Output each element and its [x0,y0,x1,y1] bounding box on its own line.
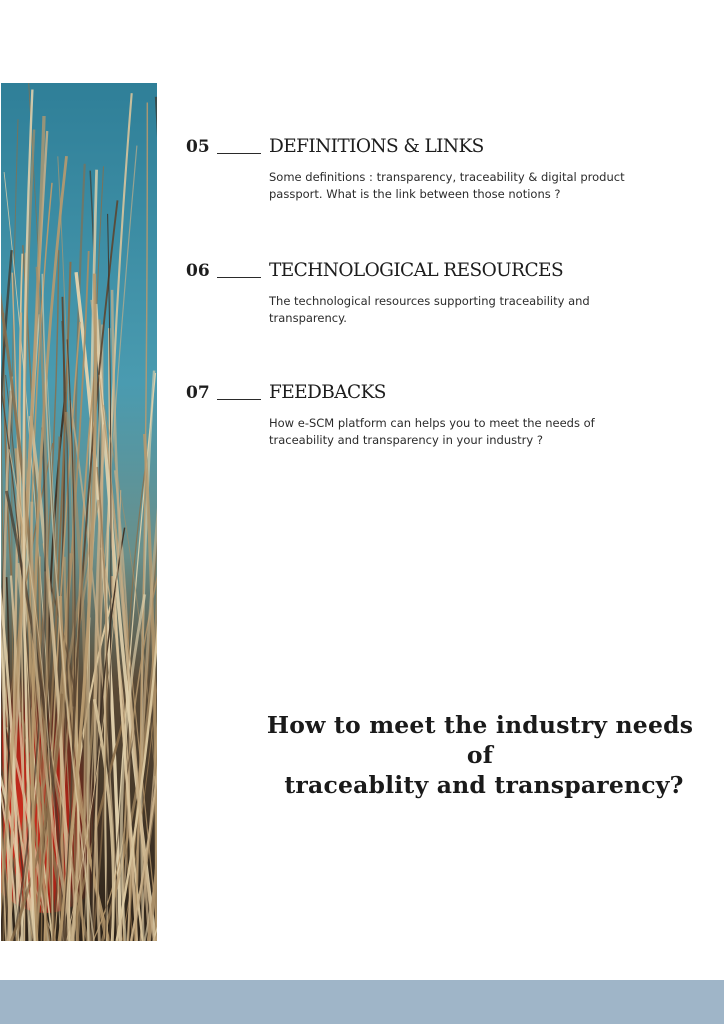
heading-rule [217,399,261,400]
section-heading [186,131,646,157]
section-number: 05 [186,137,210,157]
section-05 [186,131,646,203]
heading-rule [217,153,261,154]
section-description: How e-SCM platform can helps you to meet the needs of traceability and transparency in your industry ? [269,416,595,447]
closing-headline [250,710,710,800]
section-description: Some definitions : transparency, traceability & digital product passport. What is the link between those notions ? [269,170,625,201]
grass-photo-image [1,83,157,941]
headline-line-2: traceablity and transparency? [284,771,684,799]
footer-band [0,980,724,1024]
section-07 [186,377,646,449]
section-number: 06 [186,261,210,281]
section-title: TECHNOLOGICAL RESOURCES [269,260,564,281]
heading-rule [217,277,261,278]
section-title: FEEDBACKS [269,382,386,403]
section-number: 07 [186,383,210,403]
section-06 [186,255,646,327]
section-title: DEFINITIONS & LINKS [269,136,484,157]
section-description: The technological resources supporting traceability and transparency. [269,294,590,325]
grass-photo [1,83,157,941]
section-heading [186,377,646,403]
section-heading [186,255,646,281]
headline-line-1: How to meet the industry needs of [266,711,694,769]
